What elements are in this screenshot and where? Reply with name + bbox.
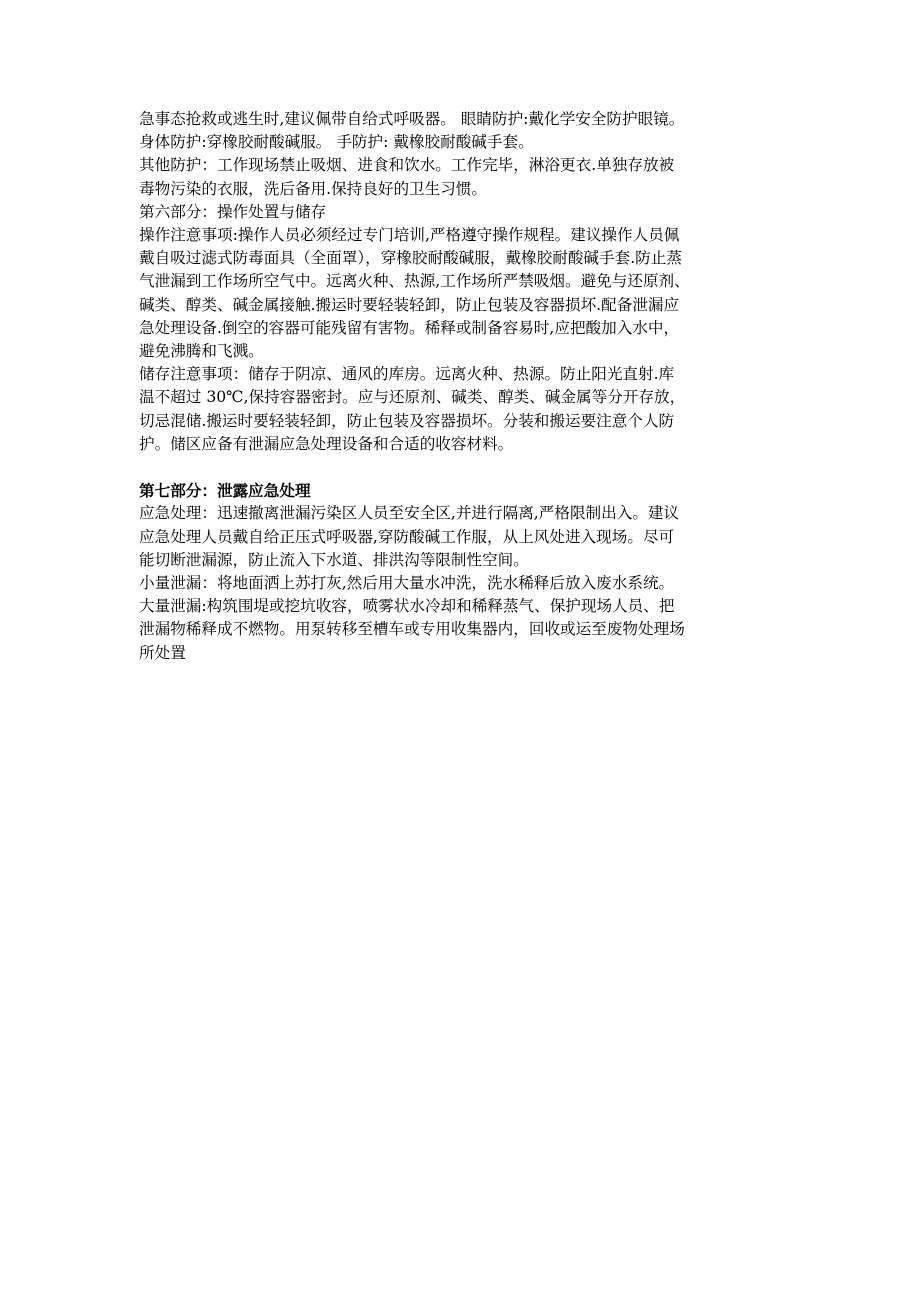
text-line: 操作注意事项:操作人员必须经过专门培训,严格遵守操作规程。建议操作人员佩 [139, 226, 680, 245]
text-line: 护。储区应备有泄漏应急处理设备和合适的收容材料。 [139, 434, 514, 453]
text-line: 碱类、醇类、碱金属接触.搬运时要轻装轻卸，防止包装及容器损坏.配备泄漏应 [139, 295, 680, 314]
text-line: 身体防护:穿橡胶耐酸碱服。 手防护: 戴橡胶耐酸碱手套。 [139, 133, 534, 152]
text-block-emergency-handling [139, 502, 789, 664]
text-line: 避免沸腾和飞溅。 [139, 342, 264, 361]
document-page [139, 108, 789, 665]
text-line: 所处置 [139, 643, 186, 662]
text-block-protection-and-storage [139, 108, 789, 456]
text-line: 气泄漏到工作场所空气中。远离火种、热源,工作场所严禁吸烟。避免与还原剂、 [139, 272, 690, 291]
text-line: 能切断泄漏源，防止流入下水道、排洪沟等限制性空间。 [139, 550, 529, 569]
text-line: 切忌混储.搬运时要轻装轻卸，防止包装及容器损坏。分装和搬运要注意个人防 [139, 411, 675, 430]
text-line: 毒物污染的衣服，洗后备用.保持良好的卫生习惯。 [139, 179, 488, 198]
text-line: 大量泄漏:构筑围堤或挖坑收容，喷雾状水冷却和稀释蒸气、保护现场人员、把 [139, 597, 675, 616]
text-line: 泄漏物稀释成不燃物。用泵转移至槽车或专用收集器内，回收或运至废物处理场 [139, 620, 685, 639]
paragraph-gap [139, 456, 789, 479]
text-line: 其他防护：工作现场禁止吸烟、进食和饮水。工作完毕，淋浴更衣.单独存放被 [139, 156, 675, 175]
text-line: 急处理设备.倒空的容器可能残留有害物。稀释或制备容易时,应把酸加入水中， [139, 318, 680, 337]
text-line: 应急处理：迅速撤离泄漏污染区人员至安全区,并进行隔离,严格限制出入。建议 [139, 504, 680, 523]
text-line: 温不超过 30℃,保持容器密封。应与还原剂、碱类、醇类、碱金属等分开存放， [139, 388, 686, 407]
text-line: 储存注意事项：储存于阴凉、通风的库房。远离火种、热源。防止阳光直射.库 [139, 365, 675, 384]
text-line: 戴自吸过滤式防毒面具（全面罩），穿橡胶耐酸碱服，戴橡胶耐酸碱手套.防止蒸 [139, 249, 682, 268]
text-line: 应急处理人员戴自给正压式呼吸器,穿防酸碱工作服，从上风处进入现场。尽可 [139, 527, 675, 546]
text-line: 第六部分：操作处置与储存 [139, 202, 327, 221]
section-heading-part-7: 第七部分：泄露应急处理 [139, 481, 311, 501]
text-line: 急事态抢救或逃生时,建议佩带自给式呼吸器。 眼睛防护:戴化学安全防护眼镜。 [139, 110, 685, 128]
text-line: 小量泄漏：将地面洒上苏打灰,然后用大量水冲洗，洗水稀释后放入废水系统。 [139, 574, 675, 593]
